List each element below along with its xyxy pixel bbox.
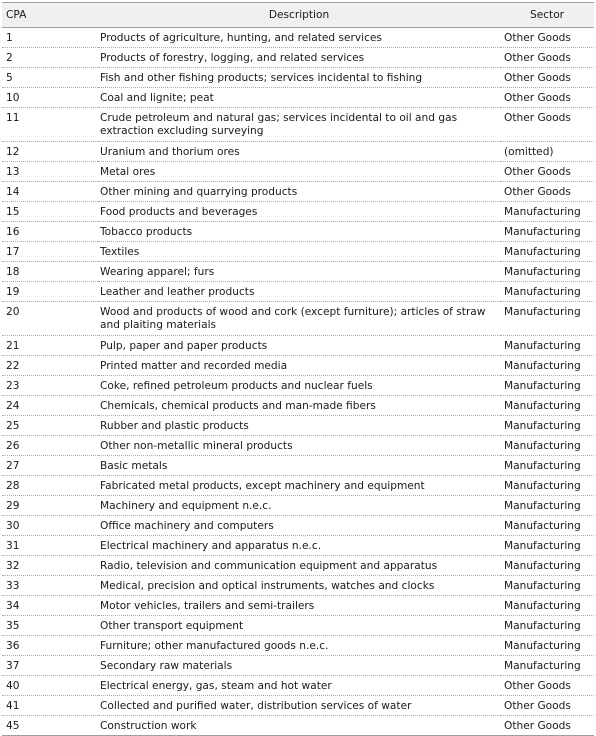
sector-cell: Other Goods — [500, 676, 594, 696]
cpa-cell: 32 — [2, 556, 98, 576]
sector-cell: Manufacturing — [500, 202, 594, 222]
table-row — [2, 282, 594, 302]
description-cell: Medical, precision and optical instruments, watches and clocks — [98, 576, 500, 596]
description-cell: Construction work — [98, 716, 500, 736]
sector-cell: Manufacturing — [500, 282, 594, 302]
table-row — [2, 476, 594, 496]
table-row — [2, 556, 594, 576]
description-cell: Other transport equipment — [98, 616, 500, 636]
cpa-cell: 25 — [2, 416, 98, 436]
description-cell: Leather and leather products — [98, 282, 500, 302]
cpa-cell: 12 — [2, 142, 98, 162]
table-row — [2, 182, 594, 202]
description-cell: Fabricated metal products, except machinery and equipment — [98, 476, 500, 496]
sector-cell: Manufacturing — [500, 496, 594, 516]
table-row — [2, 616, 594, 636]
cpa-cell: 35 — [2, 616, 98, 636]
cpa-cell: 26 — [2, 436, 98, 456]
description-cell: Other non-metallic mineral products — [98, 436, 500, 456]
table-row — [2, 576, 594, 596]
cpa-sector-table — [2, 2, 594, 736]
description-cell: Office machinery and computers — [98, 516, 500, 536]
table-row — [2, 262, 594, 282]
cpa-cell: 17 — [2, 242, 98, 262]
cpa-cell: 41 — [2, 696, 98, 716]
description-cell: Motor vehicles, trailers and semi-trailers — [98, 596, 500, 616]
table-row — [2, 48, 594, 68]
table-row — [2, 496, 594, 516]
sector-cell: Other Goods — [500, 182, 594, 202]
sector-cell: Manufacturing — [500, 396, 594, 416]
sector-cell: Manufacturing — [500, 336, 594, 356]
description-cell: Products of forestry, logging, and related services — [98, 48, 500, 68]
cpa-cell: 19 — [2, 282, 98, 302]
description-cell: Fish and other fishing products; services incidental to fishing — [98, 68, 500, 88]
table-row — [2, 242, 594, 262]
sector-cell: Manufacturing — [500, 476, 594, 496]
table-row — [2, 88, 594, 108]
sector-cell: Manufacturing — [500, 556, 594, 576]
table-row — [2, 676, 594, 696]
sector-cell: Manufacturing — [500, 302, 594, 336]
description-cell: Electrical energy, gas, steam and hot water — [98, 676, 500, 696]
sector-cell: Manufacturing — [500, 262, 594, 282]
sector-cell: (omitted) — [500, 142, 594, 162]
cpa-cell: 37 — [2, 656, 98, 676]
cpa-cell: 31 — [2, 536, 98, 556]
table-row — [2, 636, 594, 656]
sector-cell: Manufacturing — [500, 456, 594, 476]
table-row — [2, 68, 594, 88]
table-row — [2, 202, 594, 222]
sector-cell: Manufacturing — [500, 376, 594, 396]
description-cell: Uranium and thorium ores — [98, 142, 500, 162]
cpa-cell: 24 — [2, 396, 98, 416]
header-row — [2, 3, 594, 28]
table-row — [2, 396, 594, 416]
table-row — [2, 436, 594, 456]
description-cell: Collected and purified water, distribution services of water — [98, 696, 500, 716]
description-cell: Basic metals — [98, 456, 500, 476]
sector-cell: Manufacturing — [500, 636, 594, 656]
cpa-cell: 45 — [2, 716, 98, 736]
table-row — [2, 28, 594, 48]
sector-cell: Manufacturing — [500, 416, 594, 436]
description-cell: Secondary raw materials — [98, 656, 500, 676]
cpa-cell: 1 — [2, 28, 98, 48]
cpa-cell: 5 — [2, 68, 98, 88]
table-row — [2, 696, 594, 716]
table-row — [2, 376, 594, 396]
cpa-cell: 11 — [2, 108, 98, 142]
table-row — [2, 536, 594, 556]
cpa-cell: 29 — [2, 496, 98, 516]
table-row — [2, 336, 594, 356]
sector-cell: Manufacturing — [500, 616, 594, 636]
description-cell: Electrical machinery and apparatus n.e.c. — [98, 536, 500, 556]
description-cell: Pulp, paper and paper products — [98, 336, 500, 356]
description-cell: Furniture; other manufactured goods n.e.c. — [98, 636, 500, 656]
sector-cell: Manufacturing — [500, 656, 594, 676]
description-cell: Radio, television and communication equipment and apparatus — [98, 556, 500, 576]
table-row — [2, 356, 594, 376]
sector-cell: Other Goods — [500, 716, 594, 736]
table-row — [2, 596, 594, 616]
table-row — [2, 456, 594, 476]
sector-cell: Manufacturing — [500, 536, 594, 556]
cpa-cell: 13 — [2, 162, 98, 182]
description-cell: Products of agriculture, hunting, and related services — [98, 28, 500, 48]
cpa-cell: 21 — [2, 336, 98, 356]
cpa-cell: 23 — [2, 376, 98, 396]
sector-cell: Other Goods — [500, 88, 594, 108]
cpa-table-container — [2, 2, 594, 736]
description-cell: Textiles — [98, 242, 500, 262]
description-cell: Machinery and equipment n.e.c. — [98, 496, 500, 516]
description-cell: Printed matter and recorded media — [98, 356, 500, 376]
table-row — [2, 108, 594, 142]
sector-cell: Other Goods — [500, 28, 594, 48]
table-row — [2, 516, 594, 536]
sector-cell: Manufacturing — [500, 222, 594, 242]
cpa-cell: 33 — [2, 576, 98, 596]
cpa-cell: 36 — [2, 636, 98, 656]
cpa-cell: 22 — [2, 356, 98, 376]
cpa-cell: 18 — [2, 262, 98, 282]
table-row — [2, 142, 594, 162]
description-cell: Metal ores — [98, 162, 500, 182]
description-cell: Chemicals, chemical products and man-made fibers — [98, 396, 500, 416]
column-header-cpa: CPA — [2, 3, 98, 28]
cpa-cell: 20 — [2, 302, 98, 336]
sector-cell: Other Goods — [500, 696, 594, 716]
sector-cell: Manufacturing — [500, 596, 594, 616]
sector-cell: Manufacturing — [500, 356, 594, 376]
table-row — [2, 162, 594, 182]
description-cell: Food products and beverages — [98, 202, 500, 222]
column-header-sector: Sector — [500, 3, 594, 28]
cpa-cell: 28 — [2, 476, 98, 496]
description-cell: Other mining and quarrying products — [98, 182, 500, 202]
description-cell: Crude petroleum and natural gas; services incidental to oil and gas extraction excluding surveying — [98, 108, 500, 142]
table-row — [2, 416, 594, 436]
sector-cell: Manufacturing — [500, 516, 594, 536]
sector-cell: Other Goods — [500, 68, 594, 88]
sector-cell: Other Goods — [500, 48, 594, 68]
sector-cell: Other Goods — [500, 162, 594, 182]
cpa-cell: 40 — [2, 676, 98, 696]
table-row — [2, 222, 594, 242]
table-header — [2, 3, 594, 28]
sector-cell: Manufacturing — [500, 576, 594, 596]
sector-cell: Other Goods — [500, 108, 594, 142]
table-row — [2, 302, 594, 336]
cpa-cell: 14 — [2, 182, 98, 202]
description-cell: Tobacco products — [98, 222, 500, 242]
cpa-cell: 15 — [2, 202, 98, 222]
cpa-cell: 30 — [2, 516, 98, 536]
table-body — [2, 28, 594, 736]
description-cell: Coke, refined petroleum products and nuclear fuels — [98, 376, 500, 396]
sector-cell: Manufacturing — [500, 436, 594, 456]
cpa-cell: 27 — [2, 456, 98, 476]
cpa-cell: 34 — [2, 596, 98, 616]
description-cell: Coal and lignite; peat — [98, 88, 500, 108]
cpa-cell: 10 — [2, 88, 98, 108]
cpa-cell: 16 — [2, 222, 98, 242]
sector-cell: Manufacturing — [500, 242, 594, 262]
table-row — [2, 656, 594, 676]
description-cell: Wood and products of wood and cork (except furniture); articles of straw and plaiting materials — [98, 302, 500, 336]
column-header-description: Description — [98, 3, 500, 28]
description-cell: Rubber and plastic products — [98, 416, 500, 436]
cpa-cell: 2 — [2, 48, 98, 68]
description-cell: Wearing apparel; furs — [98, 262, 500, 282]
